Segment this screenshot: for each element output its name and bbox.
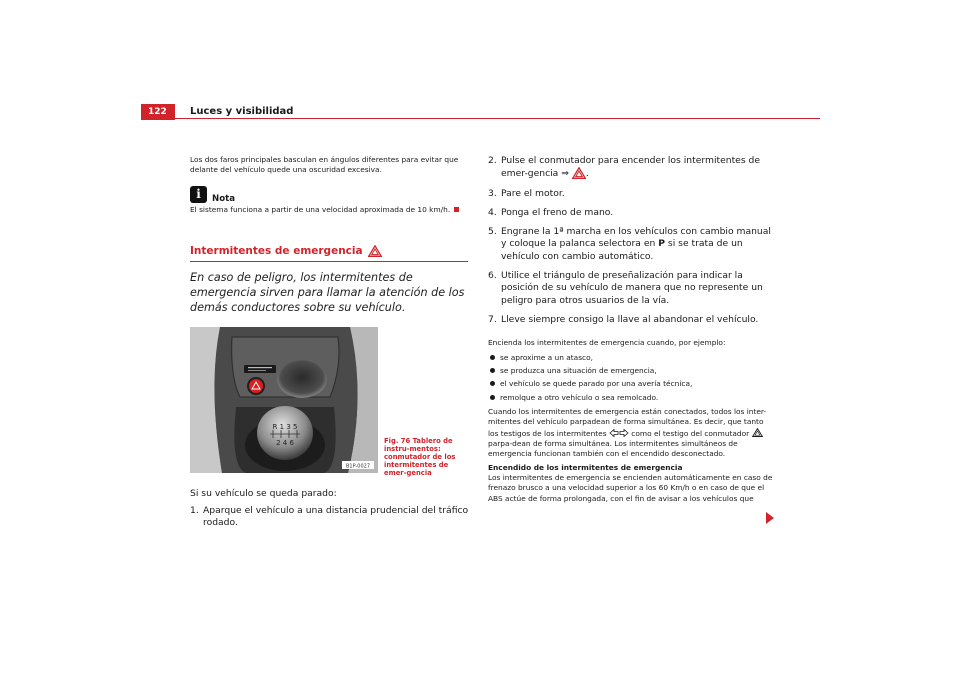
end-mark-icon: [454, 207, 459, 212]
section-rule: [190, 261, 468, 262]
note-title: Nota: [212, 193, 236, 204]
bullets-lead: Encienda los intermitentes de emergencia cuando, por ejemplo:: [488, 338, 726, 348]
section-title-text: Intermitentes de emergencia: [190, 244, 363, 257]
step-number: 5.: [488, 226, 497, 238]
continue-arrow-icon: [766, 512, 774, 524]
step-text: Pulse el conmutador para encender los intermitentes de emer-gencia ⇒ .: [501, 155, 761, 180]
note-header: [190, 186, 470, 203]
list-item: [488, 391, 773, 404]
step-2: [488, 155, 773, 181]
gear-top-label: R 1 3 5: [272, 422, 298, 431]
warning-triangle-icon: [572, 167, 586, 179]
intro-paragraph: Los dos faros principales basculan en ángulos diferentes para evitar que delante del vehículo quede una oscuridad excesiva.: [190, 155, 459, 175]
left-column: [190, 155, 470, 536]
list-item-text: se aproxime a un atasco,: [500, 352, 593, 362]
warning-triangle-icon: [752, 428, 763, 437]
list-item: [488, 364, 773, 377]
info-note-icon: [190, 186, 207, 203]
section-intro: En caso de peligro, los intermitentes de emergencia sirven para llamar la atención de los demás conductores sobre su vehículo.: [190, 270, 465, 315]
step-5: [488, 226, 773, 263]
page-number: 122: [141, 104, 175, 120]
step-4: [488, 207, 773, 219]
note-text-content: El sistema funciona a partir de una velocidad aproximada de 10 km/h.: [190, 204, 451, 214]
auto-hazard-paragraph: Los intermitentes de emergencia se encienden automáticamente en caso de frenazo brusco a una velocidad superior a los 60 Km/h o en caso de que el ABS actúe de forma prolongada, con el fin de avisar a los vehículos que: [488, 472, 773, 503]
step-3: [488, 188, 773, 200]
step-text-before: Engrane la 1ª marcha en los vehículos con cambio manual y coloque la palanca selectora en: [501, 226, 771, 250]
gear-bottom-label: 2 4 6: [276, 438, 294, 447]
step-text: Ponga el freno de mano.: [501, 206, 614, 218]
header-rule: [175, 118, 820, 119]
step-number: 2.: [488, 155, 497, 166]
left-steps: [190, 505, 470, 530]
bullet-icon: [488, 391, 500, 404]
step-text: Aparque el vehículo a una distancia prudencial del tráfico rodado.: [203, 504, 469, 529]
warning-triangle-icon: [368, 245, 382, 257]
bullet-icon: [488, 351, 500, 364]
list-item-text: se produzca una situación de emergencia,: [500, 365, 657, 375]
step-number: 7.: [488, 313, 497, 325]
bullet-icon: [488, 364, 500, 377]
sub-title: Encendido de los intermitentes de emergencia: [488, 462, 683, 472]
step-text: Lleve siempre consigo la llave al abandonar el vehículo.: [501, 313, 759, 325]
dashboard-switch-photo: [190, 327, 378, 473]
step-6: [488, 270, 773, 307]
turn-signal-arrows-icon: [609, 429, 629, 437]
bullet-list: [488, 351, 773, 405]
step-7: [488, 314, 773, 326]
step-text: Pare el motor.: [501, 187, 565, 199]
hazard-text-3: parpa-dean de forma simultánea. Los intermitentes simultáneos de emergencia funcionan también con el encendido desconectado.: [488, 439, 738, 459]
step-number: 4.: [488, 206, 497, 218]
bullet-icon: [488, 377, 500, 390]
section-title: [190, 245, 470, 257]
list-item-text: el vehículo se quede parado por una avería técnica,: [500, 379, 693, 389]
step-text-content: Pulse el conmutador para encender los intermitentes de emer-gencia ⇒: [501, 155, 761, 180]
hazard-paragraph: [488, 407, 773, 459]
running-title: Luces y visibilidad: [190, 106, 294, 117]
list-item-text: remolque a otro vehículo o sea remolcado.: [500, 392, 659, 402]
list-item: [488, 377, 773, 390]
list-item: [488, 351, 773, 364]
step-text: Utilice el triángulo de preseñalización para indicar la posición de su vehículo de manera que no represente un peligro para otros usuarios de la vía.: [501, 270, 763, 306]
step-text-after: si se trata de un vehículo con cambio automático.: [501, 238, 743, 262]
step-number: 6.: [488, 270, 497, 282]
right-column: [488, 155, 773, 504]
step-number: 3.: [488, 187, 497, 199]
note-text: [190, 205, 470, 215]
figure-76: [190, 327, 456, 478]
figure-caption: Fig. 76 Tablero de instru-mentos: conmutador de los intermitentes de emer-gencia: [384, 436, 456, 478]
steps-lead: Si su vehículo se queda parado:: [190, 487, 337, 499]
gear-position-p: P: [658, 238, 665, 250]
step-1: [190, 505, 470, 530]
right-steps: [488, 155, 773, 326]
step-number: 1.: [190, 504, 199, 516]
step-text: [501, 226, 773, 263]
hazard-text-2: como el testigo del conmutador: [631, 428, 750, 438]
hazard-text-1: Cuando los intermitentes de emergencia están conectados, todos los inter-mitentes del vehículo parpadean de forma simultánea. Es decir, que tanto los testigos de los intermitentes: [488, 407, 767, 438]
figure-code: B1P-0027: [345, 463, 371, 469]
